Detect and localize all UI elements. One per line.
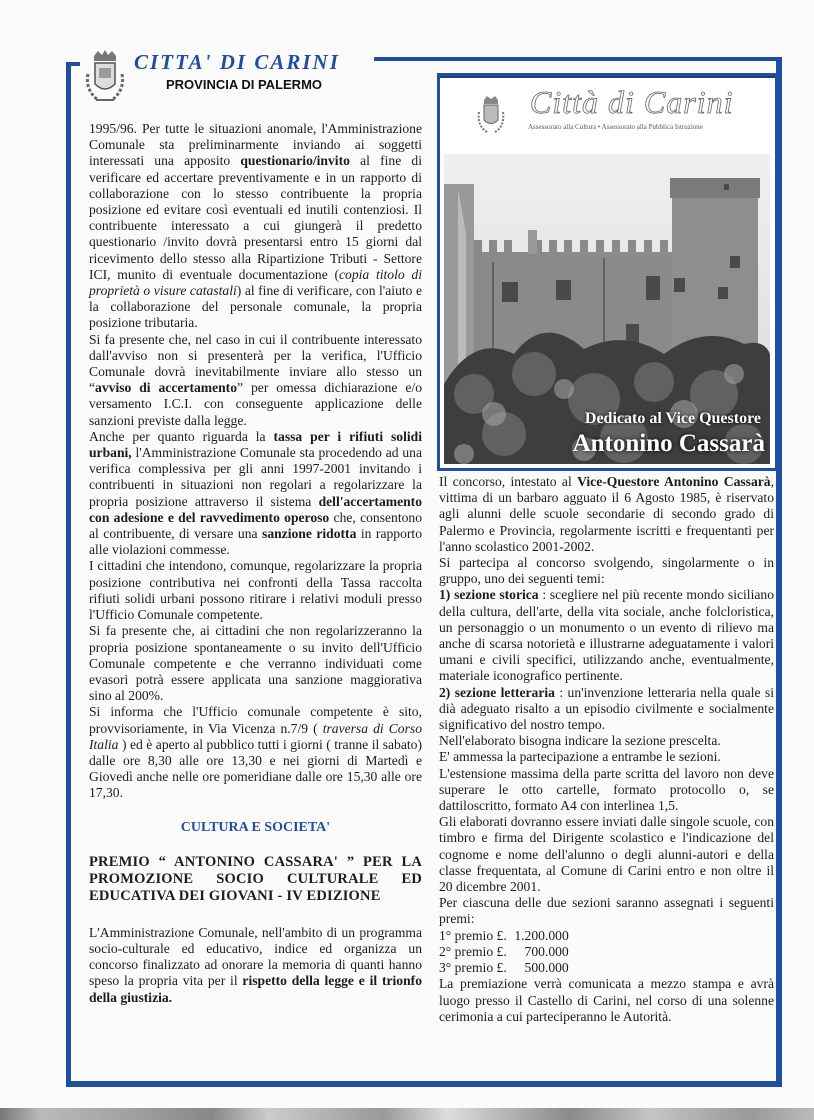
paragraph-tassa-rifiuti: Anche per quanto riguarda la tassa per i rifiuti solidi urbani, l'Amministrazione Comunale sta procedendo ad una verifica complessiva per gli anni 1997-2001 invitando i contribuenti in situazioni non regolari a regolarizzare la propria posizione attraverso il sistema dell'accertamento con adesione e del ravvedimento operoso che, consentono al contribuente, di versare una sanzione ridotta in rapporto alle violazioni commesse. [89, 428, 423, 558]
paragraph-elaborato: Nell'elaborato bisogna indicare la sezione prescelta. [439, 733, 721, 749]
paragraph-sanzione: Si fa presente che, ai cittadini che non regolarizzeranno la propria posizione spontaneamente o su invito dell'Ufficio Comunale competente e che verranno individuati come evasori potrà essere applicata una sanzione maggiorativa sino al 200%. [89, 623, 422, 704]
poster-name: Antonino Cassarà [572, 430, 765, 457]
page-frame-top-left [66, 62, 80, 66]
paragraph-ammessa: E' ammessa la partecipazione a entrambe le sezioni. [439, 749, 721, 765]
paragraph-invio: Gli elaborati dovranno essere inviati dalle singole scuole, con timbro e firma del Dirigente scolastico e l'indicazione del cognome e nome dell'alunno o degli alunni-autori e della classe frequentata, al Comune di Carini entro e non oltre il 20 dicembre 2001. [439, 814, 774, 895]
header-title: CITTA' DI CARINI [134, 50, 340, 74]
paragraph-concorso-intro: L'Amministrazione Comunale, nell'ambito di un programma socio-culturale ed educativo, indice ed organizza un concorso finalizzato ad onorare la memoria di quanti hanno speso la propria vita per il rispetto della legge e il trionfo della giustizia. [89, 924, 422, 1005]
poster-dedication: Dedicato al Vice Questore [584, 410, 761, 427]
prize-item: 3° premio £. 500.000 [439, 960, 569, 976]
page-frame-bottom [66, 1081, 782, 1087]
poster-title: Città di Carini [530, 84, 734, 120]
poster-subtitle: Assessorato alla Cultura • Assessorato alla Pubblica Istruzione [528, 123, 703, 131]
premio-heading: PREMIO “ ANTONINO CASSARA' ” PER LA PROMOZIONE SOCIO CULTURALE ED EDUCATIVA DEI GIOVANI - IV EDIZIONE [89, 853, 422, 904]
page-frame-left [66, 62, 71, 1086]
paragraph-sezione-storica: 1) sezione storica : scegliere nel più recente mondo siciliano della cultura, dell'arte, della vita sociale, anche folcloristica, un personaggio o un monumento o un evento di rilievo ma anche di scarsa notorietà e illustrarne adeguatamente i valori umani e civili specifici, utilizzando anche, eventualmente, materiale iconografico pertinente. [439, 587, 774, 684]
prize-item: 1° premio £. 1.200.000 [439, 927, 569, 943]
paragraph-ufficio: Si informa che l'Ufficio comunale competente è sito, provvisoriamente, in Via Vicenza n.7/9 ( traversa di Corso Italia ) ed è aperto al pubblico tutti i giorni ( tranne il sabato) dalle ore 8,30 alle ore 13,30 e nei giorni di Martedì e Giovedì anche nelle ore pomeridiane dalle ore 15,30 alle ore 17,30. [89, 704, 422, 801]
paragraph-premi: Per ciascuna delle due sezioni saranno assegnati i seguenti premi: [439, 895, 774, 927]
right-column [439, 474, 774, 1025]
paragraph-cittadini: I cittadini che intendono, comunque, regolarizzare la propria posizione contributiva nei confronti della Tassa raccolta rifiuti solidi urbani possono ritirare i relativi moduli presso l'Ufficio Comunale competente. [89, 558, 422, 623]
paragraph-partecipa: Si partecipa al concorso svolgendo, singolarmente o in gruppo, uno dei seguenti temi: [439, 555, 774, 587]
header-subtitle: PROVINCIA DI PALERMO [166, 77, 323, 92]
paragraph-avviso: Si fa presente che, nel caso in cui il contribuente interessato dall'avviso non si presenterà per la verifica, l'Ufficio Comunale dovrà inevitabilmente inviare allo stesso un “avviso di accertamento” per omessa dichiarazione e/o versamento I.C.I. con conseguente applicazione delle sanzioni previste dalla legge. [89, 331, 422, 428]
paragraph-estensione: L'estensione massima della parte scritta del lavoro non deve superare le otto cartelle, formato protocollo o, se dattiloscritto, formato A4 con interlinea 1,5. [439, 765, 774, 814]
paragraph-questionario: 1995/96. Per tutte le situazioni anomale, l'Amministrazione Comunale sta preliminarmente inviando ai soggetti interessati una apposito questionario/invito al fine di verificare ed accertare preventivamente e in un rapporto di collaborazione con lo stesso contribuente la propria posizione ed evitare così eventuali ed inutili contenziosi. Il contribuente interessato a cui giungerà il predetto questionario /invito dovrà presentarsi entro 15 giorni dal ricevimento dello stesso alla Ripartizione Tributi - Settore ICI, munito di eventuale documentazione (copia titolo di proprietà o visure catastali) al fine di verificare, con l'aiuto e la collaborazione del personale comunale, la propria posizione tributaria. [89, 121, 422, 331]
poster-image [437, 73, 778, 471]
paragraph-concorso: Il concorso, intestato al Vice-Questore Antonino Cassarà, vittima di un barbaro agguato il 6 Agosto 1985, è riservato agli alunni delle scuole secondarie di secondo grado di Palermo e Provincia, regolarmente iscritti e frequentanti per l'anno scolastico 2001-2002. [439, 474, 774, 554]
scan-edge-strip [0, 1108, 814, 1120]
paragraph-premiazione: La premiazione verrà comunicata a mezzo stampa e avrà luogo presso il Castello di Carini, nel corso di una solenne cerimonia a cui parteciperanno le Autorità. [439, 976, 774, 1024]
paragraph-sezione-letteraria: 2) sezione letteraria : un'invenzione letteraria nella quale si dià adeguato risalto a un episodio civilmente e socialmente significativo del nostro tempo. [439, 684, 774, 733]
poster-top-line [440, 76, 775, 78]
left-column [89, 121, 422, 1006]
poster-coat-of-arms-icon [476, 96, 506, 136]
coat-of-arms-icon [84, 50, 126, 108]
page-frame-top [374, 57, 782, 61]
prize-item: 2° premio £. 700.000 [439, 943, 569, 959]
section-heading: CULTURA E SOCIETA' [180, 819, 331, 835]
